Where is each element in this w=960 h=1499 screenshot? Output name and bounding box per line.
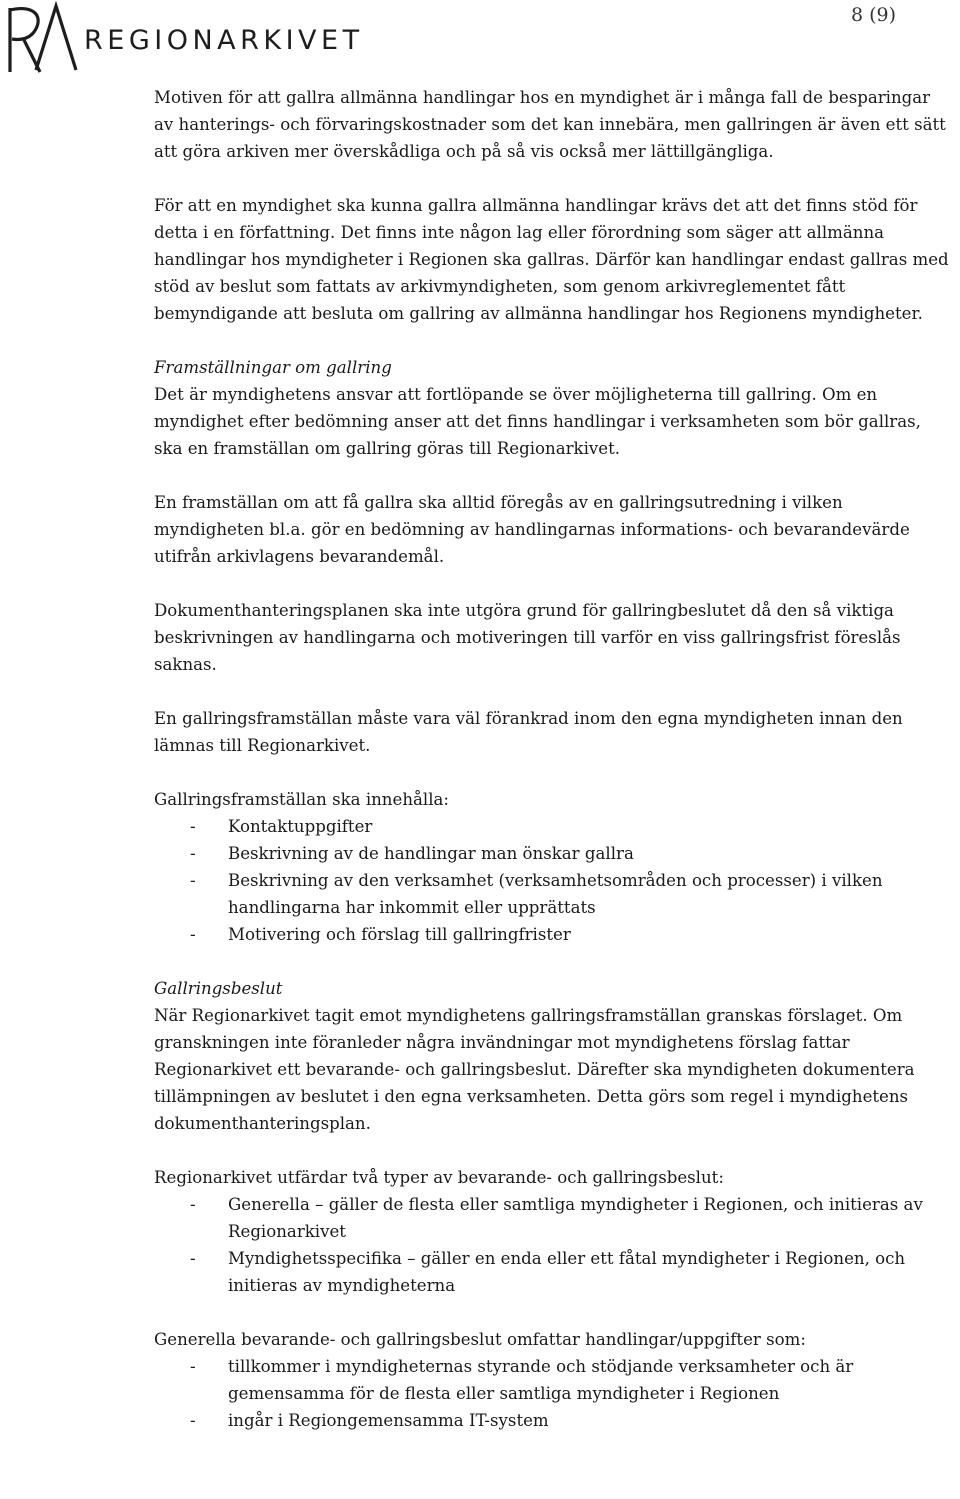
dash-bullet: -	[190, 1411, 196, 1430]
page-header	[0, 0, 960, 80]
section-heading-gallringsbeslut: Gallringsbeslut	[154, 979, 283, 998]
list-item: - Kontaktuppgifter	[154, 813, 954, 840]
list-contents	[154, 813, 954, 948]
section-heading-framstallningar: Framställningar om gallring	[154, 358, 392, 377]
dash-bullet: -	[190, 1357, 196, 1376]
paragraph-legal-support: För att en myndighet ska kunna gallra allmänna handlingar krävs det att det finns stöd för detta i en författning. Det finns inte någon lag eller förordning som säger att allmänna handlingar hos myndigheter i Regionen ska gallras. Därför kan handlingar endast gallras med stöd av beslut som fattats av arkivmyndigheten, som genom arkivreglementet fått bemyndigande att besluta om gallring av allmänna handlingar hos Regionens myndigheter.	[154, 196, 949, 323]
list-item: - ingår i Regiongemensamma IT-system	[154, 1407, 954, 1434]
list-item: - Myndighetsspecifika – gäller en enda eller ett fåtal myndigheter i Regionen, och initieras av myndigheterna	[154, 1245, 954, 1299]
paragraph-responsibility: Det är myndighetens ansvar att fortlöpande se över möjligheterna till gallring. Om en myndighet efter bedömning anser att det finns handlingar i verksamheten som bör gallras, ska en framställan om gallring göras till Regionarkivet.	[154, 385, 921, 458]
ra-monogram-icon	[2, 0, 78, 76]
list-intro-contents: Gallringsframställan ska innehålla:	[154, 790, 449, 809]
dash-bullet: -	[190, 925, 196, 944]
dash-bullet: -	[190, 1195, 196, 1214]
section-framstallningar	[154, 354, 954, 381]
regionarkivet-logo	[2, 0, 364, 76]
logo-wordmark: REGIONARKIVET	[84, 24, 364, 56]
list-intro-decision-types: Regionarkivet utfärdar två typer av bevarande- och gallringsbeslut:	[154, 1168, 724, 1187]
list-item: - Motivering och förslag till gallringfrister	[154, 921, 954, 948]
dash-bullet: -	[190, 844, 196, 863]
list-item: - Beskrivning av den verksamhet (verksamhetsområden och processer) i vilken handlingarna har inkommit eller upprättats	[154, 867, 954, 921]
list-item: - Generella – gäller de flesta eller samtliga myndigheter i Regionen, och initieras av Regionarkivet	[154, 1191, 954, 1245]
list-general-scope	[154, 1353, 954, 1434]
paragraph-review: När Regionarkivet tagit emot myndighetens gallringsframställan granskas förslaget. Om granskningen inte föranleder några invändningar mot myndighetens förslag fattar Regionarkivet ett bevarande- och gallringsbeslut. Därefter ska myndigheten dokumentera tillämpningen av beslutet i den egna verksamheten. Detta görs som regel i myndighetens dokumenthanteringsplan.	[154, 1006, 915, 1133]
paragraph-investigation: En framställan om att få gallra ska alltid föregås av en gallringsutredning i vilken myndigheten bl.a. gör en bedömning av handlingarnas informations- och bevarandevärde utifrån arkivlagens bevarandemål.	[154, 493, 910, 566]
list-intro-general-scope: Generella bevarande- och gallringsbeslut omfattar handlingar/uppgifter som:	[154, 1330, 806, 1349]
page-number: 8 (9)	[850, 4, 896, 26]
section-gallringsbeslut	[154, 975, 954, 1002]
paragraph-document-plan: Dokumenthanteringsplanen ska inte utgöra grund för gallringbeslutet då den så viktiga beskrivningen av handlingarna och motiveringen till varför en viss gallringsfrist föreslås saknas.	[154, 601, 901, 674]
list-item: - Beskrivning av de handlingar man önskar gallra	[154, 840, 954, 867]
paragraph-motives: Motiven för att gallra allmänna handlingar hos en myndighet är i många fall de besparingar av hanterings- och förvaringskostnader som det kan innebära, men gallringen är även ett sätt att göra arkiven mer överskådliga och på så vis också mer lättillgängliga.	[154, 88, 946, 161]
list-item: - tillkommer i myndigheternas styrande och stödjande verksamheter och är gemensamma för de flesta eller samtliga myndigheter i Regionen	[154, 1353, 954, 1407]
dash-bullet: -	[190, 1249, 196, 1268]
list-decision-types	[154, 1191, 954, 1299]
dash-bullet: -	[190, 871, 196, 890]
paragraph-anchoring: En gallringsframställan måste vara väl förankrad inom den egna myndigheten innan den lämnas till Regionarkivet.	[154, 709, 903, 755]
document-body	[154, 84, 954, 1461]
dash-bullet: -	[190, 817, 196, 836]
